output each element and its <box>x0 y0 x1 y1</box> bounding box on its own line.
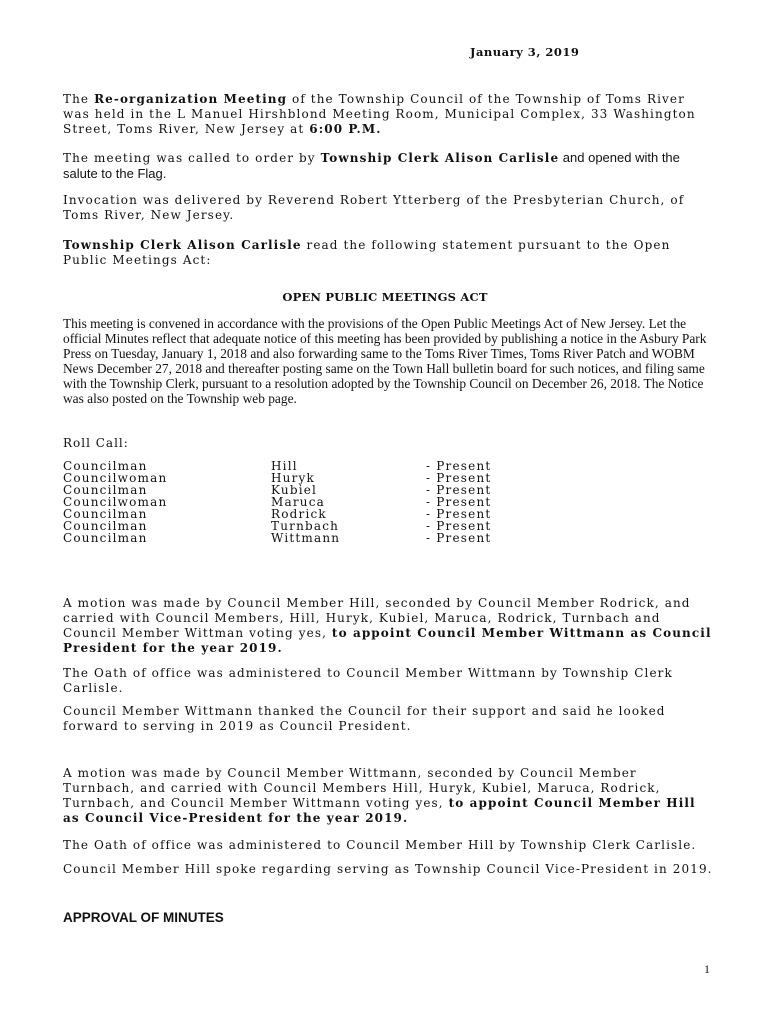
roll-title: Councilman <box>63 459 148 473</box>
roll-call-table <box>63 460 626 544</box>
statement-paragraph <box>63 238 713 268</box>
roll-title: Councilman <box>63 483 148 497</box>
opma-paragraph: This meeting is convened in accordance with the provisions of the Open Public Meetings Act of New Jersey. Let the official Minutes reflect that adequate notice of this meeting has been provided by publishing a notice in the Asbury Park Press on Tuesday, January 1, 2018 and also forwarding same to the Toms River Times, Toms River Patch and WOBM News December 27, 2018 and thereafter posting same on the Town Hall bulletin board for such notices, and filing same with the Township Clerk, pursuant to a resolution adopted by the Township Council on December 26, 2018. The Notice was also posted on the Township web page. <box>63 316 707 406</box>
motion1-resolution: to appoint Council Member Wittmann as Council President for the year 2019. <box>63 626 712 655</box>
roll-name: Maruca <box>271 495 325 509</box>
intro-middle: of the Township Council of the Township of Toms River was held in the L Manuel Hirshblond Meeting Room, Municipal Complex, 33 Washington Street, Toms River, New Jersey at <box>63 92 696 136</box>
roll-title: Councilman <box>63 519 148 533</box>
president-thanks-paragraph: Council Member Wittmann thanked the Council for their support and said he looked forward to serving in 2019 as Council President. <box>63 704 666 733</box>
roll-call-label: Roll Call: <box>63 436 129 450</box>
called-clerk: Township Clerk Alison Carlisle <box>320 151 560 165</box>
opma-heading: OPEN PUBLIC MEETINGS ACT <box>282 290 488 304</box>
roll-name: Huryk <box>271 471 315 485</box>
intro-paragraph <box>63 92 713 137</box>
meeting-name: Re-organization Meeting <box>94 92 288 106</box>
roll-status: - Present <box>426 495 492 509</box>
roll-name: Hill <box>271 459 298 473</box>
roll-title: Councilman <box>63 507 148 521</box>
called-suffix: and opened with the salute to the Flag. <box>63 150 680 181</box>
intro-prefix: The <box>63 92 95 106</box>
roll-status: - Present <box>426 471 492 485</box>
roll-name: Wittmann <box>271 531 341 545</box>
roll-name: Kubiel <box>271 483 318 497</box>
called-to-order-paragraph <box>63 150 703 182</box>
invocation-paragraph: Invocation was delivered by Reverend Robert Ytterberg of the Presbyterian Church, of Toms River, New Jersey. <box>63 193 685 222</box>
oath-vice-president-paragraph: The Oath of office was administered to Council Member Hill by Township Clerk Carlisle. <box>63 838 697 852</box>
statement-suffix: read the following statement pursuant to the Open Public Meetings Act: <box>63 238 671 267</box>
table-row <box>63 532 626 544</box>
approval-of-minutes-heading: APPROVAL OF MINUTES <box>63 910 224 925</box>
motion2-resolution: to appoint Council Member Hill as Council Vice-President for the year 2019. <box>63 796 696 825</box>
roll-title: Councilman <box>63 531 148 545</box>
meeting-time: 6:00 P.M. <box>309 122 382 136</box>
motion2-text: A motion was made by Council Member Wittmann, seconded by Council Member Turnbach, and carried with Council Members Hill, Huryk, Kubiel, Maruca, Rodrick, Turnbach, and Council Member Wittmann voting yes, <box>63 766 661 810</box>
roll-status: - Present <box>426 483 492 497</box>
roll-title: Councilwoman <box>63 495 168 509</box>
statement-clerk: Township Clerk Alison Carlisle <box>63 238 302 252</box>
roll-status: - Present <box>426 459 492 473</box>
roll-name: Turnbach <box>271 519 340 533</box>
meeting-date: January 3, 2019 <box>470 45 580 59</box>
vice-president-motion-paragraph <box>63 766 713 826</box>
roll-status: - Present <box>426 531 492 545</box>
roll-name: Rodrick <box>271 507 327 521</box>
called-prefix: The meeting was called to order by <box>63 151 321 165</box>
motion1-text: A motion was made by Council Member Hill, seconded by Council Member Rodrick, and carried with Council Members, Hill, Huryk, Kubiel, Maruca, Rodrick, Turnbach and Council Member Wittman voting yes, <box>63 596 691 640</box>
oath-president-paragraph: The Oath of office was administered to Council Member Wittmann by Township Clerk Carlisle. <box>63 666 673 695</box>
page-number: 1 <box>704 962 710 976</box>
roll-status: - Present <box>426 507 492 521</box>
vice-president-remarks-paragraph: Council Member Hill spoke regarding serving as Township Council Vice-President in 2019. <box>63 862 713 876</box>
president-motion-paragraph <box>63 596 713 656</box>
roll-status: - Present <box>426 519 492 533</box>
roll-title: Councilwoman <box>63 471 168 485</box>
